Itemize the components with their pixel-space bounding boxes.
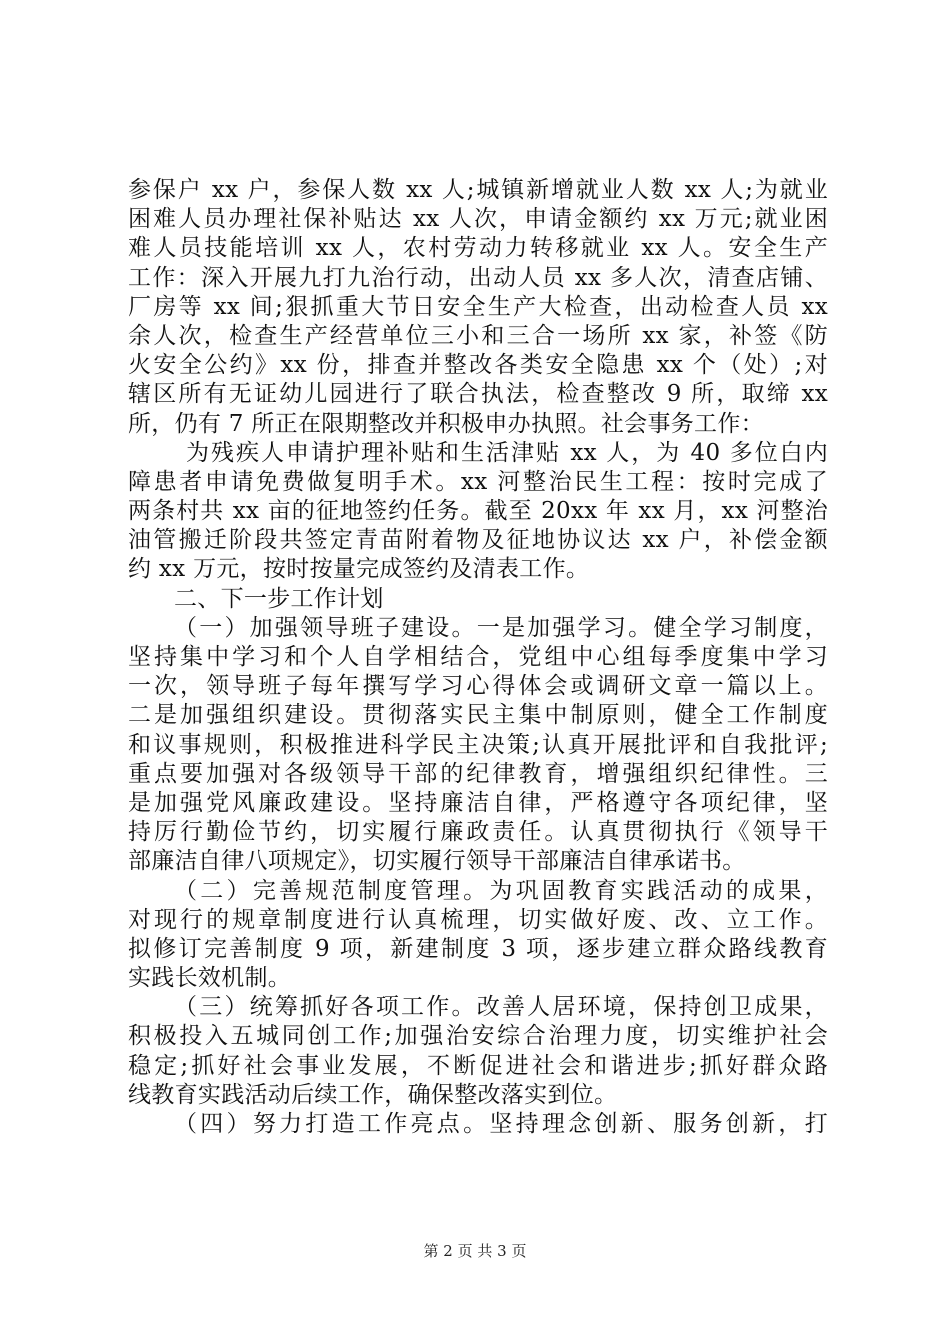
- text-line: 和议事规则，积极推进科学民主决策;认真开展批评和自我批评;: [128, 731, 828, 758]
- text-line: 火安全公约》xx 份，排查并整改各类安全隐患 xx 个（处）;对: [128, 352, 828, 379]
- text-line: 实践长效机制。: [128, 965, 292, 992]
- text-line: 参保户 xx 户，参保人数 xx 人;城镇新增就业人数 xx 人;为就业: [128, 177, 828, 203]
- text-line: 为残疾人申请护理补贴和生活津贴 xx 人，为 40 多位白内: [186, 439, 828, 466]
- text-line: （三）统筹抓好各项工作。改善人居环境，保持创卫成果，: [174, 994, 828, 1021]
- text-line: 油管搬迁阶段共签定青苗附着物及征地协议达 xx 户，补偿金额: [128, 527, 828, 554]
- text-line: 约 xx 万元，按时按量完成签约及清表工作。: [128, 556, 590, 583]
- text-line: 对现行的规章制度进行认真梳理，切实做好废、改、立工作。: [128, 906, 828, 933]
- text-line: （二）完善规范制度管理。为巩固教育实践活动的成果，: [174, 877, 828, 904]
- text-line: （四）努力打造工作亮点。坚持理念创新、服务创新，打: [174, 1111, 828, 1137]
- text-line: 两条村共 xx 亩的征地签约任务。截至 20xx 年 xx 月，xx 河整治: [128, 498, 828, 525]
- text-line: 余人次，检查生产经营单位三小和三合一场所 xx 家，补签《防: [128, 322, 828, 349]
- text-line: 是加强党风廉政建设。坚持廉洁自律，严格遵守各项纪律，坚: [128, 789, 828, 816]
- text-line: （一）加强领导班子建设。一是加强学习。健全学习制度，: [174, 614, 828, 641]
- text-line: 二是加强组织建设。贯彻落实民主集中制原则，健全工作制度: [128, 702, 828, 729]
- text-line: 部廉洁自律八项规定》，切实履行领导干部廉洁自律承诺书。: [128, 848, 746, 875]
- text-line: 障患者申请免费做复明手术。xx 河整治民生工程：按时完成了: [128, 468, 828, 495]
- page-footer: 第 2 页 共 3 页: [423, 1242, 527, 1260]
- text-line: 积极投入五城同创工作;加强治安综合治理力度，切实维护社会: [128, 1023, 828, 1050]
- text-line: 重点要加强对各级领导干部的纪律教育，增强组织纪律性。三: [128, 760, 828, 787]
- text-line: 厂房等 xx 间;狠抓重大节日安全生产大检查，出动检查人员 xx: [128, 293, 828, 320]
- text-line: 工作：深入开展九打九治行动，出动人员 xx 多人次，清查店铺、: [128, 264, 828, 291]
- text-line: 坚持集中学习和个人自学相结合，党组中心组每季度集中学习: [128, 644, 828, 670]
- document-body: [128, 176, 828, 1139]
- text-line: 二、下一步工作计划: [174, 585, 384, 612]
- text-line: 拟修订完善制度 9 项，新建制度 3 项，逐步建立群众路线教育: [128, 935, 828, 962]
- text-line: 一次，领导班子每年撰写学习心得体会或调研文章一篇以上。: [128, 673, 828, 700]
- text-line: 线教育实践活动后续工作，确保整改落实到位。: [128, 1081, 618, 1108]
- text-line: 所，仍有 7 所正在限期整改并积极申办执照。社会事务工作：: [128, 410, 764, 437]
- text-line: 难人员技能培训 xx 人，农村劳动力转移就业 xx 人。安全生产: [128, 235, 828, 262]
- text-line: 持厉行勤俭节约，切实履行廉政责任。认真贯彻执行《领导干: [128, 819, 828, 846]
- text-line: 稳定;抓好社会事业发展，不断促进社会和谐进步;抓好群众路: [128, 1052, 828, 1079]
- text-line: 辖区所有无证幼儿园进行了联合执法，检查整改 9 所，取缔 xx: [128, 381, 828, 408]
- text-line: 困难人员办理社保补贴达 xx 人次，申请金额约 xx 万元;就业困: [128, 206, 828, 233]
